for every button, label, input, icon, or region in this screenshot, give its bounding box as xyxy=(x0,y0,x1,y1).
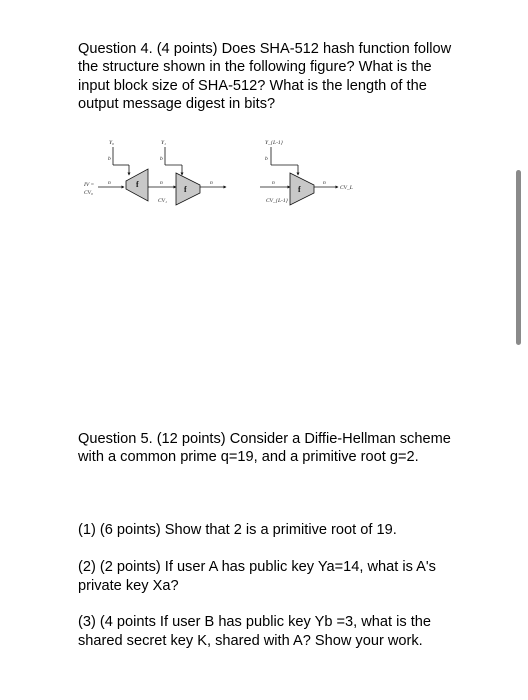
n-label-2: n xyxy=(210,180,213,186)
block-y0-label: Y₀ xyxy=(109,140,114,146)
iv-label: IV = xyxy=(84,182,95,188)
b-label-0: b xyxy=(108,156,111,162)
question-5-intro: Question 5. (12 points) Consider a Diffie-Hellman scheme with a common prime q=19, and a primitive root g=2. xyxy=(78,431,451,466)
question-5-part-3: (3) (4 points If user B has public key Yb =3, what is the shared secret key K, shared with A? Show your work. xyxy=(78,614,432,649)
question-5-part-1: (1) (6 points) Show that 2 is a primitive root of 19. xyxy=(78,522,397,539)
cvl1-label: CV_{L-1} xyxy=(266,198,288,204)
n-label-iv: n xyxy=(108,180,111,186)
cv1-label: CV₁ xyxy=(158,198,167,204)
n-label-out: n xyxy=(323,180,326,186)
scrollbar[interactable] xyxy=(516,170,521,345)
compression-f-block-l1 xyxy=(290,173,314,205)
hash-structure-figure xyxy=(76,135,376,217)
cv0-label: CV₀ xyxy=(84,190,93,196)
f-label-1: f xyxy=(184,185,187,194)
question-4-text: Question 4. (4 points) Does SHA-512 hash function follow the structure shown in the following figure? What is the input block size of SHA-512? What is the length of the output message digest in bits? xyxy=(78,41,452,113)
block-y1-label: Y₁ xyxy=(161,140,166,146)
f-label-0: f xyxy=(136,180,139,189)
cvl-label: CV_L xyxy=(340,185,353,191)
question-5-parts xyxy=(78,503,458,669)
b-label-1: b xyxy=(160,156,163,162)
compression-f-block-1 xyxy=(176,173,200,205)
n-label-l1: n xyxy=(272,180,275,186)
n-label-1: n xyxy=(160,180,163,186)
block-yl1-label: Y_{L-1} xyxy=(265,140,283,146)
question-5-part-2: (2) (2 points) If user A has public key Ya=14, what is A's private key Xa? xyxy=(78,559,436,594)
f-label-l1: f xyxy=(298,185,301,194)
b-label-l1: b xyxy=(265,156,268,162)
